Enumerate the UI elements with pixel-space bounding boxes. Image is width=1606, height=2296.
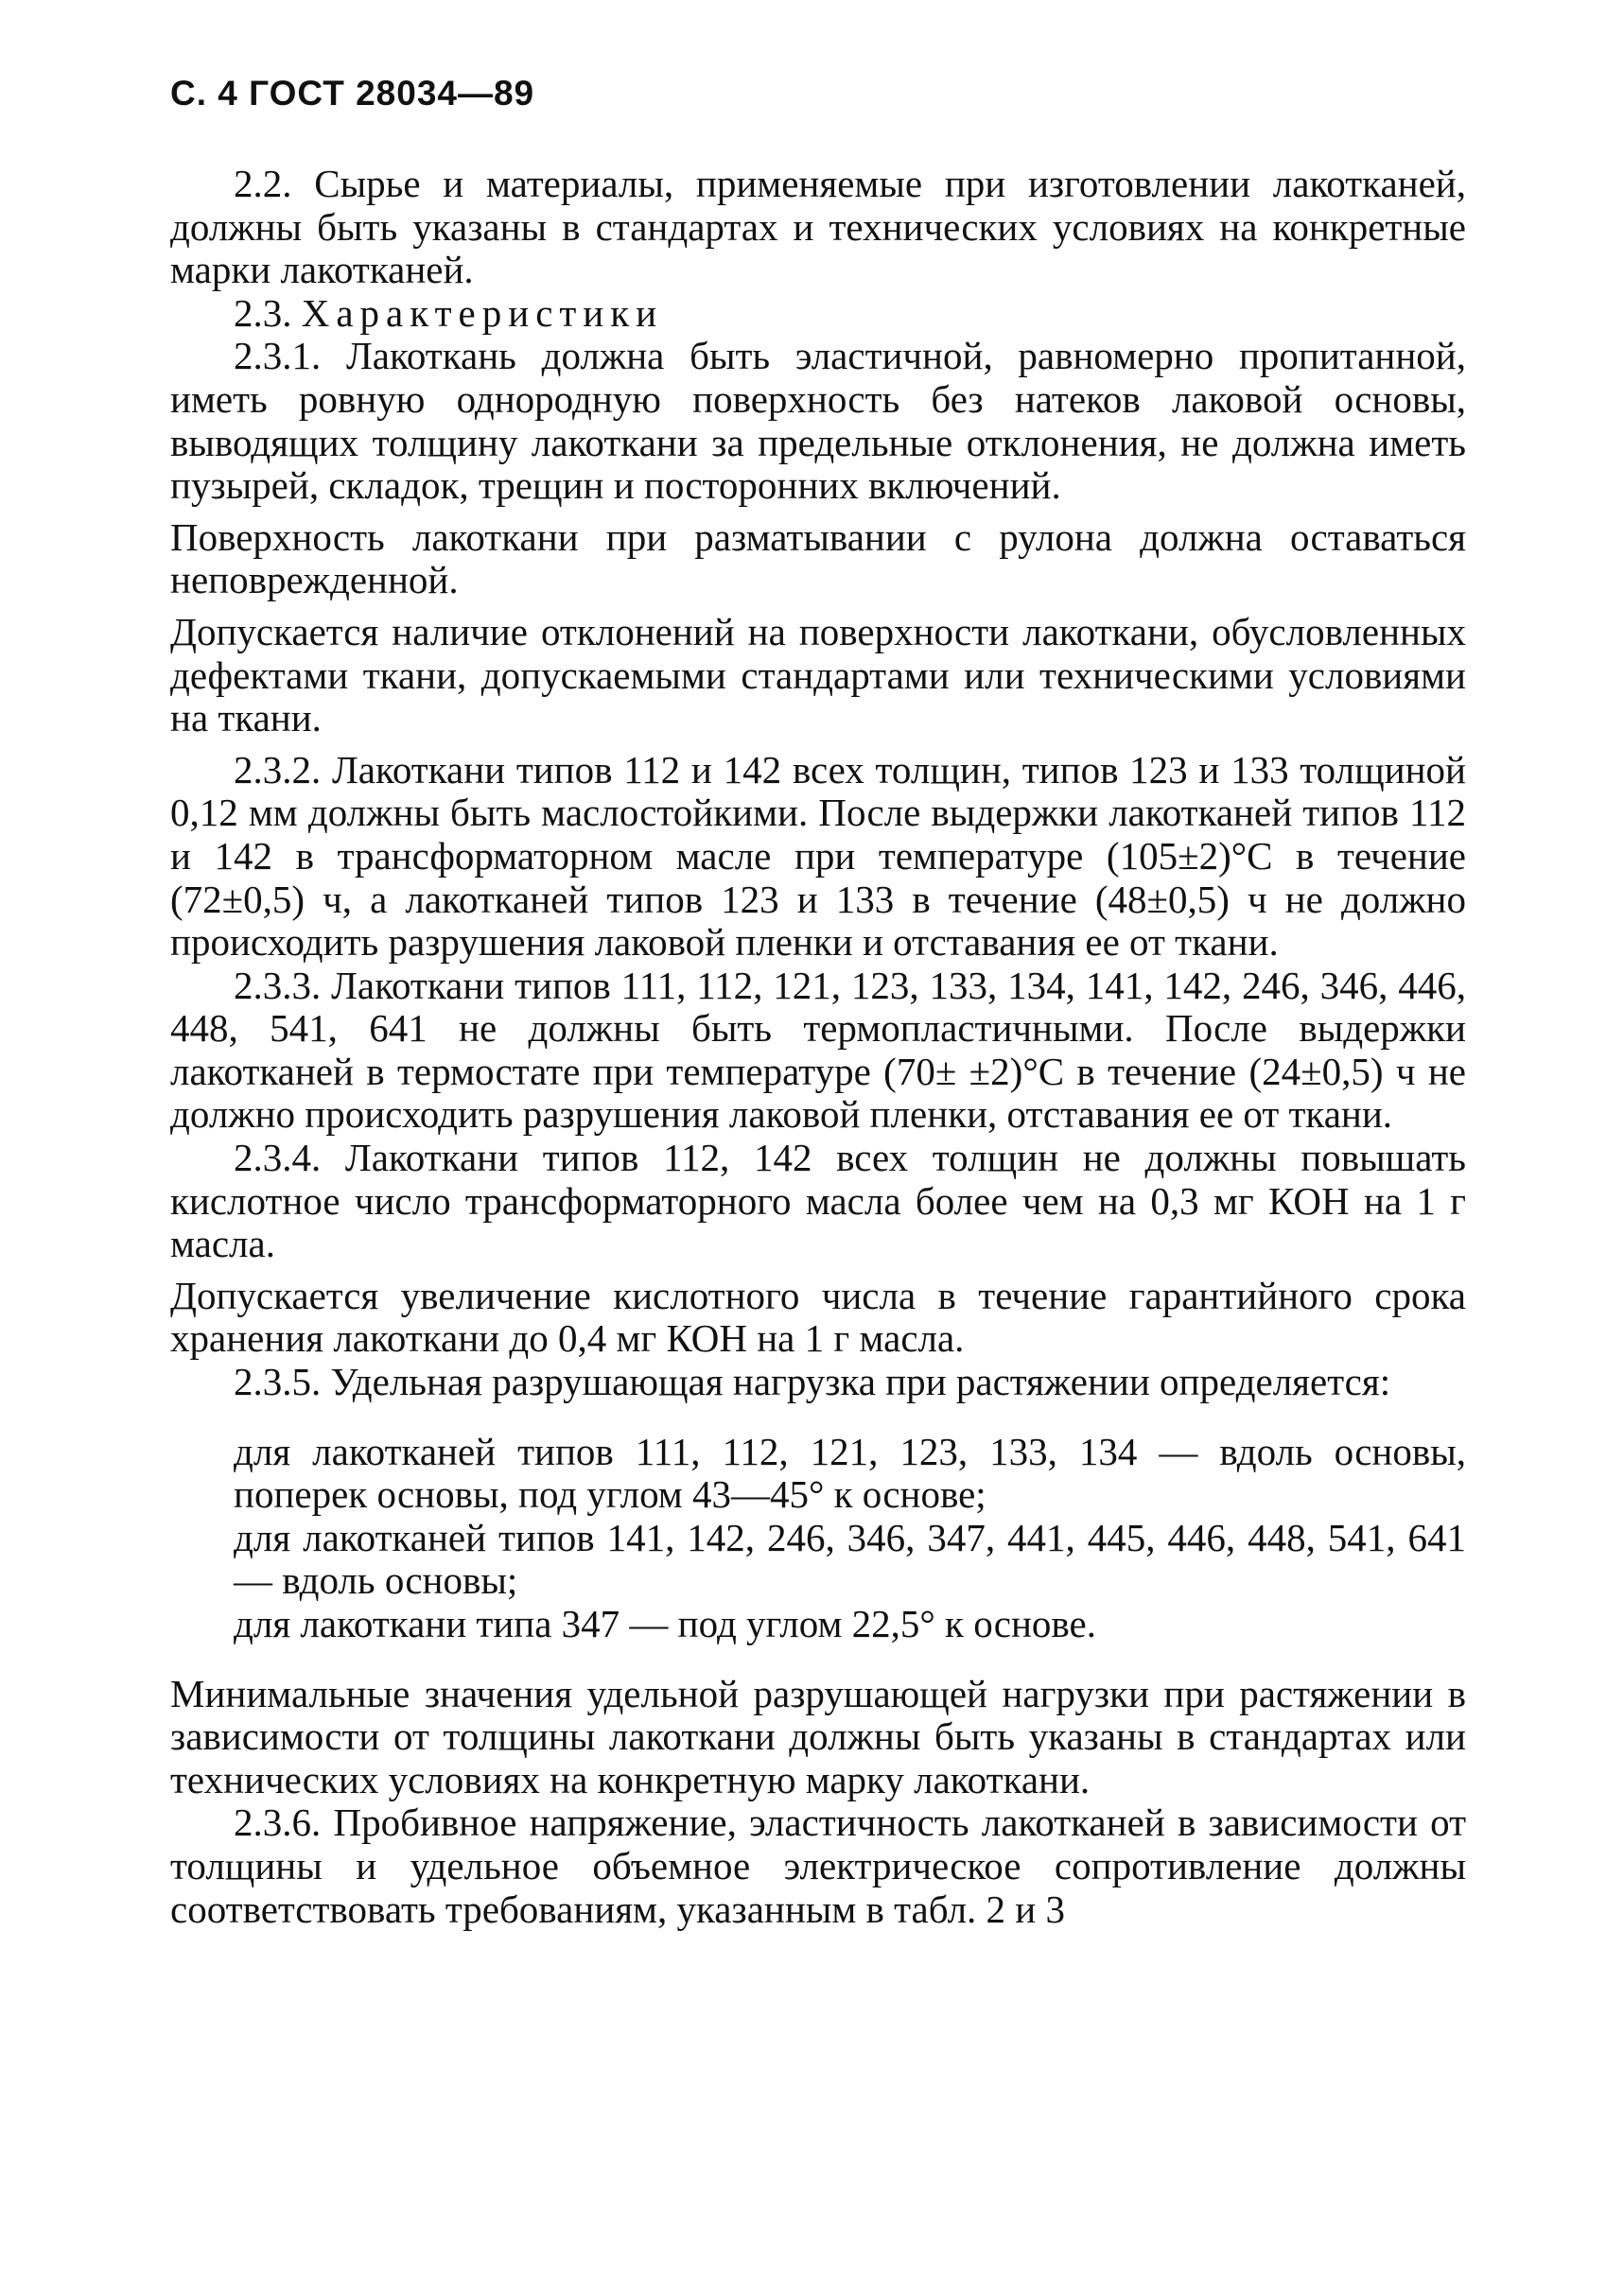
paragraph-2-3-4: 2.3.4. Лакоткани типов 112, 142 всех толщин не должны повышать кислотное число трансформаторного масла более чем на 0,3 мг КОН на 1 г масла. (170, 1136, 1466, 1266)
paragraph-2-3-3: 2.3.3. Лакоткани типов 111, 112, 121, 123, 133, 134, 141, 142, 246, 346, 446, 448, 541, 641 не должны быть термопластичными. После выдержки лакотканей в термостате при температуре (70± ±2)°С в течение (24±0,5) ч не должно происходить разрушения лаковой пленки, отставания ее от ткани. (170, 963, 1466, 1137)
paragraph-2-3-5: 2.3.5. Удельная разрушающая нагрузка при растяжении определяется: (234, 1360, 1391, 1404)
paragraph-2-3-6: 2.3.6. Пробивное напряжение, эластичность лакотканей в зависимости от толщины и удельное объемное электрическое сопротивление должны соответствовать требованиям, указанным в табл. 2 и 3 (170, 1800, 1466, 1931)
paragraph-allowed-acid: Допускается увеличение кислотного числа в течение гарантийного срока хранения лакоткани до 0,4 мг КОН на 1 г масла. (170, 1273, 1466, 1361)
section-title: Характеристики (301, 290, 664, 335)
paragraph-allowed-deviations: Допускается наличие отклонений на поверхности лакоткани, обусловленных дефектами ткани, допускаемыми стандартами или техническими условиями на ткани. (170, 609, 1466, 740)
paragraph-2-2: 2.2. Сырье и материалы, применяемые при изготовлении лакотканей, должны быть указаны в стандартах и технических условиях на конкретные марки лакотканей. (170, 162, 1466, 292)
section-number: 2.3. (234, 290, 292, 335)
paragraph-minimum-values: Минимальные значения удельной разрушающей нагрузки при растяжении в зависимости от толщины лакоткани должны быть указаны в стандартах или технических условиях на конкретную марку лакоткани. (170, 1671, 1466, 1801)
list-item: для лакотканей типов 141, 142, 246, 346, 347, 441, 445, 446, 448, 541, 641 — вдоль основы; (234, 1515, 1466, 1603)
list-item: для лакотканей типов 111, 112, 121, 123, 133, 134 — вдоль основы, поперек основы, под углом 43—45° к основе; (234, 1429, 1466, 1517)
document-body (170, 163, 1466, 1931)
list-item: для лакоткани типа 347 — под углом 22,5° к основе. (234, 1602, 1096, 1645)
paragraph-surface: Поверхность лакоткани при разматывании с рулона должна оставаться неповрежденной. (170, 514, 1466, 602)
load-direction-list (170, 1431, 1466, 1646)
paragraph-2-3-2: 2.3.2. Лакоткани типов 112 и 142 всех толщин, типов 123 и 133 толщиной 0,12 мм должны быть маслостойкими. После выдержки лакотканей типов 112 и 142 в трансформаторном масле при температуре (105±2)°С в течение (72±0,5) ч, а лакотканей типов 123 и 133 в течение (48±0,5) ч не должно происходить разрушения лаковой пленки и отставания ее от ткани. (170, 747, 1466, 965)
page-header: С. 4 ГОСТ 28034—89 (170, 74, 535, 113)
section-heading-2-3 (170, 292, 1466, 336)
paragraph-2-3-1: 2.3.1. Лакоткань должна быть эластичной, равномерно пропитанной, иметь ровную однородную поверхность без натеков лаковой основы, выводящих толщину лакоткани за предельные отклонения, не должна иметь пузырей, складок, трещин и посторонних включений. (170, 334, 1466, 508)
